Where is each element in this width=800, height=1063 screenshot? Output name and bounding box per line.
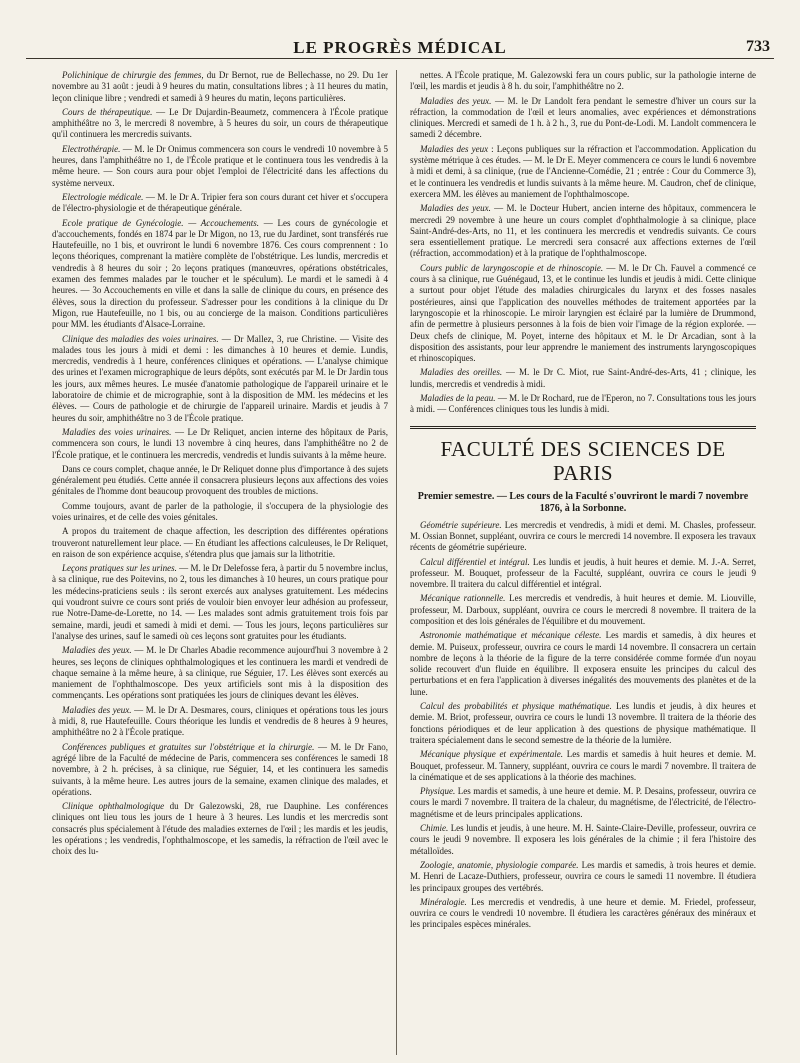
course-listing-text: Les mercredis et vendredis, à huit heures et demie. M. Liouville, professeur, M. Darboux, suppléant, ouvrira ce cours le mercredi 8 novembre. Il traitera de la composition et des lois générales de l'équilibre et du mouvement. (410, 593, 756, 626)
course-listing-text: Les lundis et jeudis, à une heure. M. H. Sainte-Claire-Deville, professeur, ouvrira ce cours le jeudi 9 novembre. Il exposera les lois générales de la chimie ; il fera l'histoire des métalloïdes. (410, 823, 756, 856)
notice-paragraph-text: — M. le Dr A. Tripier fera son cours durant cet hiver et s'occupera de l'électro-physiologie et de thérapeutique générale. (52, 191, 388, 214)
course-listing-text: Les mardis et samedis à huit heures et demie. M. Bouquet, professeur. M. Tannery, suppléant, ouvrira ce cours le mardi 7 novembre. Il traitera de la cinématique et de ses applications à la théorie des machines. (410, 749, 756, 782)
course-listing (410, 860, 756, 894)
notice-paragraph (52, 645, 388, 701)
notice-paragraph-text: — M. le Dr A. Desmares, cours, cliniques et opérations tous les jours à midi, 8, rue Hautefeuille. Cours théorique les lundis et vendredis de 8 heures à 9 heures, amphithéâtre no 2 à l'École pratique. (52, 704, 388, 738)
notice-paragraph-text: Comme toujours, avant de parler de la pathologie, il s'occupera de la physiologie des voies urinaires, et de celle des voies génitales. (52, 500, 388, 522)
notice-paragraph-heading: Cours public de laryngoscopie et de rhinoscopie. (420, 262, 604, 273)
course-listing (410, 557, 756, 591)
notice-paragraph (52, 563, 388, 642)
course-listing-heading: Mécanique physique et expérimentale. (420, 749, 563, 760)
notice-paragraph-text: — M. le Dr Onimus commencera son cours le vendredi 10 novembre à 5 heures, dans l'amphithéâtre no 1, de l'École pratique et le continuera tous les vendredis à la même heure. — Son cours aura pour objet l'emploi de l'électricité dans les affections du système nerveux. (52, 143, 388, 188)
notice-paragraph-heading: Maladies des yeux. (420, 203, 491, 214)
notice-paragraph (52, 526, 388, 560)
course-listing-text: Les mardis et samedis, à dix heures et demie. M. Puiseux, professeur, ouvrira ce cours le mardi 14 novembre. Il consacrera un certain nombre de leçons à la théorie de la figure de la terre considérée comme formée d'un noyau solide recouvert d'un fluide en équilibre. Il exposera ensuite les principes du calcul des perturbations et en fera l'application à diverses inégalités des mouvements des planètes et de la lune. (410, 630, 756, 697)
notice-paragraph-text: — Le Dr Reliquet, ancien interne des hôpitaux de Paris, commencera son cours, le lundi 13 novembre à cinq heures, dans l'amphithéâtre no 2 de l'École pratique, et le continuera les mercredis, vendredis et lundis suivants à la même heure. (52, 426, 388, 460)
notice-paragraph (410, 263, 756, 365)
notice-paragraph-text: du Dr Galezowski, 28, rue Dauphine. Les conférences cliniques ont lieu tous les jours de 1 heure à 3 heures. Les lundis et les mercredis sont consacrés plus spécialement à l'étude des maladies externes de l'œil ; les mardis et les jeudis, les opérations ; les vendredis, l'ophthalmoscope, et les samedis, la réfraction de l'œil avec le choix des lu- (52, 801, 388, 857)
notice-paragraph (52, 427, 388, 461)
course-listing-heading: Mécanique rationnelle. (420, 593, 506, 604)
notice-paragraph-heading: Electrologie médicale. (62, 191, 144, 202)
notice-paragraph-heading: Polichinique de chirurgie des femmes, (62, 70, 204, 80)
right-column-notices (410, 70, 756, 416)
course-listing (410, 823, 756, 857)
notice-paragraph (410, 144, 756, 200)
faculty-course-list (410, 520, 756, 931)
journal-title: LE PROGRÈS MÉDICAL (293, 38, 507, 57)
course-listing-heading: Physique. (420, 786, 456, 797)
course-listing (410, 630, 756, 698)
column-divider (396, 70, 397, 1055)
notice-paragraph (410, 96, 756, 141)
notice-paragraph-text: A propos du traitement de chaque affection, les description des différentes opérations trouveront naturellement leur place. — En étudiant les affections calculeuses, le Dr Reliquet, en raison de son expérience acquise, s'étendra plus que jamais sur la lithotritie. (52, 526, 388, 559)
notice-paragraph-heading: Leçons pratiques sur les urines. (62, 563, 177, 574)
course-listing (410, 749, 756, 783)
notice-paragraph (52, 107, 388, 141)
notice-paragraph-text: — M. le Dr Charles Abadie recommence aujourd'hui 3 novembre à 2 heures, ses leçons de cliniques ophthalmologiques et les continuera les mardi et vendredi de chaque semaine à la même heure, à sa clinique, rue Séguier, 17. Les élèves sont exercés au maniement de l'ophthalmoscope. Des yeux artificiels sont mis à la disposition des commençants. Les opérations sont pratiquées les jours de cliniques devant les élèves. (52, 645, 388, 701)
notice-paragraph-heading: Maladies des yeux (420, 143, 489, 154)
course-listing-heading: Calcul différentiel et intégral. (420, 556, 530, 567)
course-listing-text: Les mardis et samedis, à trois heures et demie. M. Henri de Lacaze-Duthiers, professeur, ouvrira ce cours le samedi 11 novembre. Il étudiera les principaux groupes des vertébrés. (410, 859, 756, 893)
notice-paragraph-heading: Maladies des yeux. (420, 95, 492, 106)
course-listing (410, 593, 756, 627)
page-header (26, 38, 774, 59)
notice-paragraph-heading: Maladies des voies urinaires. (62, 426, 172, 437)
faculty-heading: FACULTÉ DES SCIENCES DE PARIS (410, 426, 756, 485)
course-listing-heading: Calcul des probabilités et physique mathématique. (420, 701, 612, 712)
notice-paragraph-heading: Clinique ophthalmologique (62, 801, 165, 812)
notice-paragraph-text: — M. le Dr C. Miot, rue Saint-André-des-Arts, 41 ; clinique, les lundis, mercredis et vendredis à midi. (410, 367, 756, 389)
notice-paragraph-heading: Maladies de la peau. (420, 393, 496, 404)
notice-paragraph (410, 367, 756, 390)
notice-paragraph-heading: Cours de thérapeutique. (62, 106, 153, 117)
notice-paragraph (52, 801, 388, 857)
notice-paragraph-heading: Maladies des yeux. (62, 645, 132, 656)
notice-paragraph (52, 742, 388, 798)
notice-paragraph-heading: Maladies des yeux. (62, 704, 132, 715)
notice-paragraph-heading: Electrothérapie. (62, 143, 121, 154)
course-listing (410, 701, 756, 746)
notice-paragraph (52, 464, 388, 498)
notice-paragraph (52, 192, 388, 215)
course-listing (410, 897, 756, 931)
notice-paragraph-text: — Les cours de gynécologie et d'accouchements, fondés en 1874 par le Dr Migon, no 13, rue du Jardinet, sont transférés rue Hautefeuille, no 1 bis, et ouvriront le lundi 6 novembre 1876. Ces cours comprennent : 1o leçons théoriques, comprenant la matière complète de l'obstétrique. Les lundis, mercredis et vendredis à 8 heures du soir ; 2o leçons pratiques (manœuvres, opérations obstétricales, examen des femmes malades par le toucher et le spéculum). Le mardi et le samedi à 4 heures. — 3o Accouchements en ville et dans la salle de clinique du cours, en présence des élèves, sous la direction du professeur. S'adresser pour les conditions à la clinique du Dr Migon, rue Hautefeuille, no 1 bis, ou au concierge de la maison. Conditions particulières pour MM. les étudiants d'Alsace-Lorraine. (52, 217, 388, 330)
notice-paragraph (52, 334, 388, 424)
notice-paragraph-text: nettes. A l'École pratique, M. Galezowski fera un cours public, sur la pathologie interne de l'œil, les mardis et jeudis à 8 h. du soir, l'amphithéâtre no 2. (410, 70, 756, 92)
course-listing-text: Les mercredis et vendredis, à une heure et demie. M. Friedel, professeur, ouvrira ce cours le vendredi 10 novembre. Il étudiera les caractères généraux des minéraux et les principales espèces minérales. (410, 896, 756, 930)
notice-paragraph (410, 203, 756, 259)
notice-paragraph (410, 70, 756, 93)
semester-notice: Premier semestre. — Les cours de la Faculté s'ouvriront le mardi 7 novembre 1876, à la Sorbonne. (417, 490, 749, 514)
page-number: 733 (746, 38, 770, 55)
notice-paragraph-text: : Leçons publiques sur la réfraction et l'accommodation. Application du système métrique à ces études. — M. le Dr E. Meyer commencera ce cours le lundi 6 novembre à midi et demi, à sa clinique, (rue de l'Ancienne-Comédie, 21 ; entrée : Cour du Commerce 3), et le continuera les vendredis et lundis suivants à la même heure. M. Caudron, chef de clinique, exercera MM. les élèves au maniement de l'ophthalmoscope. (410, 143, 756, 199)
notice-paragraph-text: — M. le Dr Ch. Fauvel a commencé ce cours à sa clinique, rue Guénégaud, 13, et le continue les lundis et jeudis à midi. Cette clinique a surtout pour objet l'étude des maladies chirurgicales du larynx et des fosses nasales postérieures, ainsi que l'application des nouvelles méthodes de traitement apportées par la laryngoscopie et la rhinoscopie. Le miroir laryngien est éclairé par la lumière de Drummond, afin de permettre à plusieurs personnes à la fois de bien voir l'image de la région explorée. — Deux chefs de clinique, M. Poyet, interne des hôpitaux et M. le Dr Arcadian, sont à la disposition des assistants, pour leur apprendre le maniement des instruments laryngoscopiques et rhinoscopiques. (410, 262, 756, 364)
course-listing-heading: Zoologie, anatomie, physiologie comparée. (420, 859, 579, 870)
notice-paragraph (52, 705, 388, 739)
course-listing-text: Les lundis et jeudis, à dix heures et demie. M. Briot, professeur, ouvrira ce cours le lundi 13 novembre. Il traitera de la théorie des fonctions périodiques et de leur application à des questions de physique mathématique. Il traitera spécialement dans le second semestre de la théorie de la lumière. (410, 701, 756, 745)
notice-paragraph (52, 501, 388, 524)
course-listing-heading: Astronomie mathématique et mécanique céleste. (420, 630, 602, 641)
notice-paragraph-heading: Clinique des maladies des voies urinaires. (62, 333, 219, 344)
notice-paragraph-text: — M. le Dr Fano, agrégé libre de la Faculté de médecine de Paris, commencera ses conférences le samedi 18 novembre, à 2 h. précises, à sa clinique, rue Séguier, 14, et les continuera les samedis suivants, à la même heure. Les autres jours de la semaine, examen clinique des malades, et opérations. (52, 741, 388, 797)
notice-paragraph-heading: Ecole pratique de Gynécologie. — Accouchements. (62, 217, 260, 228)
notice-paragraph-text: — M. le Dr Delefosse fera, à partir du 5 novembre inclus, à sa clinique, rue des Poitevins, no 2, tous les dimanches à 10 heures, un cours pratique pour les médecins-praticiens seuls : ils seront exercés aux analyses gratuitement. Les médecins qui voudront suivre ce cours sont priés de vouloir bien envoyer leur adhésion au professeur, rue Notre-Dame-de-Lorette, no 14. — Les malades sont admis gratuitement trois fois par semaine, mardi, jeudi et samedi à midi et demi. — Tous les jours, leçons particulières sur l'analyse des urines, sauf le samedi où ces leçons sont gratuites pour les étudiants. (52, 563, 388, 641)
right-column (410, 70, 756, 1055)
notice-paragraph-text: — M. le Dr Rochard, rue de l'Eperon, no 7. Consultations tous les jours à midi. — Conférences cliniques tous les lundis à midi. (410, 393, 756, 415)
notice-paragraph-text: du Dr Bernot, rue de Bellechasse, no 29. Du 1er novembre au 31 août : jeudi à 9 heures du matin, consultations libres ; à 11 heures du matin, leçon clinique libre ; vendredi et samedi à 9 heures du matin, leçons particulières. (52, 70, 388, 103)
notice-paragraph (52, 70, 388, 104)
course-listing-text: Les lundis et jeudis, à huit heures et demie. M. J.-A. Serret, professeur. M. Bouquet, professeur de la Faculté, suppléant, ouvrira ce cours le jeudi 9 novembre. Il traitera du calcul différentiel et intégral. (410, 556, 756, 590)
course-listing (410, 786, 756, 820)
notice-paragraph-text: Dans ce cours complet, chaque année, le Dr Reliquet donne plus d'importance à des sujets généralement peu étudiés. Cette année il consacrera plusieurs leçons aux affections des voies génitales de l'homme dont beaucoup provoquent des troubles de mictions. (52, 463, 388, 497)
notice-paragraph (410, 393, 756, 416)
notice-paragraph-heading: Conférences publiques et gratuites sur l'obstétrique et la chirurgie. (62, 741, 315, 752)
notice-paragraph (52, 218, 388, 331)
course-listing-heading: Géométrie supérieure. (420, 519, 502, 530)
course-listing-heading: Chimie. (420, 823, 449, 834)
notice-paragraph-text: — Dr Mallez, 3, rue Christine. — Visite des malades tous les jours à midi et demi : les dimanches à 10 heures et demie. Lundis, mercredis, vendredis à 1 heure, conférences cliniques et opérations. — L'analyse chimique des urines et l'examen micrographique de leurs dépôts, sont exécutés par M. le Dr Jardin tous les jours, aux mêmes heures. Le musée d'anatomie pathologique de l'appareil urinaire et le laboratoire de chimie et de micrographie, sont à la disposition de MM. les médecins et les élèves. — Cours de pathologie et de chirurgie de l'appareil urinaire. Mardis et jeudis à 7 heures du soir, amphithéâtre no 3 de l'École pratique. (52, 333, 388, 423)
course-listing-text: Les mardis et samedis, à une heure et demie. M. P. Desains, professeur, ouvrira ce cours le mardi 7 novembre. Il traitera de la chaleur, du magnétisme, de l'électricité, de l'électro-magnétisme et de leurs principales applications. (410, 786, 756, 819)
notice-paragraph-text: — M. le Docteur Hubert, ancien interne des hôpitaux, commencera le mercredi 29 novembre à une heure un cours complet d'ophthalmologie à sa clinique, place Saint-André-des-Arts, no 11, et les continuera les mercredis et vendredis suivants. Ce cours sera essentiellement pratique. Le mercredi sera consacré aux affections externes de l'œil (réfraction, accommodation) et à la pratique de l'ophthalmoscope. (410, 203, 756, 259)
notice-paragraph-text: — Le Dr Dujardin-Beaumetz, commencera à l'École pratique amphithéâtre no 3, le mercredi 8 novembre, à 5 heures du soir, un cours de thérapeutique qu'il continuera les mercredis suivants. (52, 106, 388, 140)
left-column (52, 70, 388, 1055)
notice-paragraph (52, 144, 388, 189)
course-listing-text: Les mercredis et vendredis, à midi et demi. M. Chasles, professeur. M. Ossian Bonnet, suppléant, ouvrira ce cours le mercredi 14 novembre. Il exposera les travaux récents de géométrie supérieure. (410, 519, 756, 553)
course-listing-heading: Minéralogie. (420, 896, 467, 907)
notice-paragraph-text: — M. le Dr Landolt fera pendant le semestre d'hiver un cours sur la réfraction, la commodation de l'œil et leurs anomalies, avec expériences et démonstrations cliniques. Mercredi et samedi de 1 h. à 2 h., 3, rue du Pont-de-Lodi. M. Landolt commencera le samedi 2 décembre. (410, 95, 756, 140)
course-listing (410, 520, 756, 554)
notice-paragraph-heading: Maladies des oreilles. (420, 367, 503, 378)
